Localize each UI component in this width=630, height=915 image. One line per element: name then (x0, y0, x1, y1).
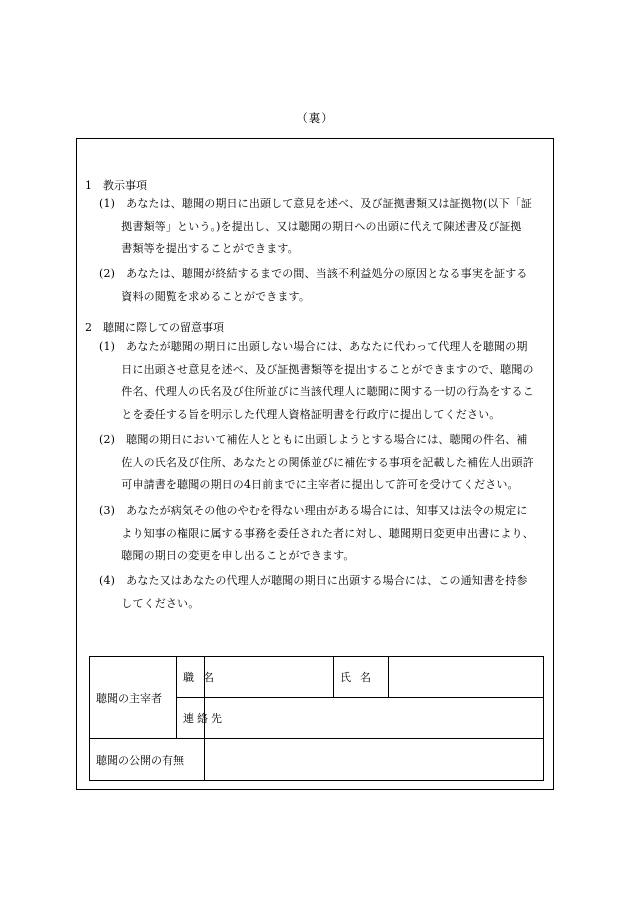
table-row (90, 657, 544, 698)
presider-label: 聴聞の主宰者 (90, 657, 177, 739)
document-frame (76, 138, 554, 790)
name-label: 氏名 (334, 657, 389, 698)
section-2-heading: 2 聴聞に際しての留意事項 (85, 321, 224, 334)
section-2-item-3: (3) あなたが病気その他のやむを得ない理由がある場合には、知事又は法令の規定に より知事の権限に属する事務を委任された者に対し、聴聞期日変更申出書により、 聴聞の期日の変更を申し出ることができます。 (99, 504, 534, 562)
title-value[interactable] (205, 657, 334, 698)
public-label: 聴聞の公開の有無 (90, 739, 205, 781)
table-row (90, 739, 544, 781)
section-1-heading: 1 教示事項 (85, 179, 147, 192)
section-2-item-1: (1) あなたが聴聞の期日に出頭しない場合には、あなたに代わって代理人を聴聞の期 日に出頭させ意見を述べ、及び証拠書類等を提出することができますので、聴聞の 件名、代理人の氏名及び住所並びに当該代理人に聴聞に関する一切の行為をするこ とを委任する旨を明示した代理人資格証明書を行政庁に提出してください。 (99, 340, 534, 421)
section-1-item-1: (1) あなたは、聴聞の期日に出頭して意見を述べ、及び証拠書類又は証拠物(以下「証 拠書類等」という。)を提出し、又は聴聞の期日への出頭に代えて陳述書及び証拠 書類等を提出することができます。 (99, 197, 533, 255)
section-2-item-4: (4) あなた又はあなたの代理人が聴聞の期日に出頭する場合には、この通知書を持参 してください。 (99, 574, 528, 610)
name-value[interactable] (389, 657, 544, 698)
page-side-label: （裏） (296, 111, 334, 125)
contact-value[interactable] (205, 698, 544, 739)
presider-info-table (89, 656, 544, 781)
section-1-item-2: (2) あなたは、聴聞が終結するまでの間、当該不利益処分の原因となる事実を証する 資料の閲覧を求めることができます。 (99, 267, 528, 303)
contact-label: 連絡先 (177, 698, 205, 739)
title-label: 職名 (177, 657, 205, 698)
section-2-item-2: (2) 聴聞の期日において補佐人とともに出頭しようとする場合には、聴聞の件名、補 佐人の氏名及び住所、あなたとの関係並びに補佐する事項を記載した補佐人出頭許 可申請書を聴聞の期日の4日前までに主宰者に提出して許可を受けてください。 (99, 433, 534, 491)
public-value[interactable] (205, 739, 544, 781)
